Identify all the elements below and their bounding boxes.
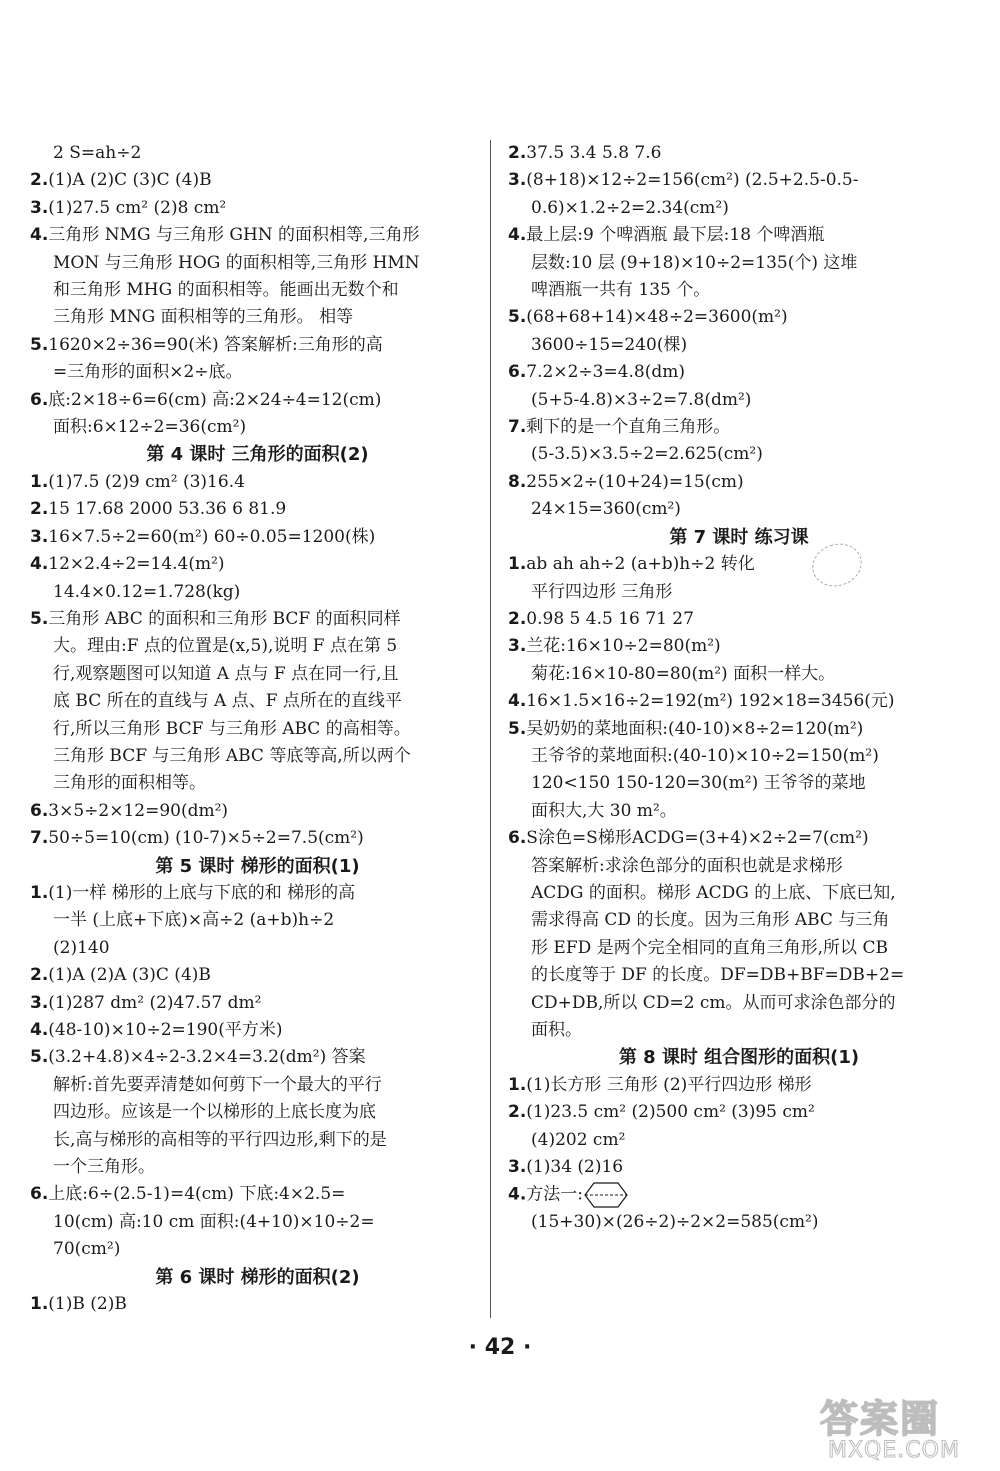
answer-text: 吴奶奶的菜地面积:(40-10)×8÷2=120(m²)	[526, 718, 864, 739]
answer-text: 大。理由:F 点的位置是(x,5),说明 F 点在第 5	[53, 636, 398, 657]
answer-text: 菊花:16×10-80=80(m²) 面积一样大。	[531, 663, 836, 684]
answer-text: 14.4×0.12=1.728(kg)	[53, 581, 241, 602]
answer-line	[30, 1209, 485, 1236]
question-number: 7.	[508, 417, 527, 438]
answer-text: 37.5 3.4 5.8 7.6	[526, 143, 662, 163]
answer-text: (1)A (2)C (3)C (4)B	[48, 170, 212, 191]
answer-text: (5-3.5)×3.5÷2=2.625(cm²)	[531, 444, 763, 465]
answer-text: =三角形的面积×2÷底。	[53, 362, 243, 383]
answer-text: 7.2×2÷3=4.8(dm)	[526, 362, 685, 383]
answer-line	[508, 770, 970, 797]
question-number: 3.	[30, 992, 49, 1013]
answer-line	[508, 962, 970, 989]
answer-text: MON 与三角形 HOG 的面积相等,三角形 HMN	[53, 252, 420, 273]
answer-text: 长,高与梯形的高相等的平行四边形,剩下的是	[53, 1129, 387, 1150]
answer-text: 四边形。应该是一个以梯形的上底长度为底	[53, 1102, 376, 1123]
question-number: 2.	[30, 499, 49, 520]
answer-text: (2)140	[53, 937, 110, 958]
question-number: 4.	[508, 225, 527, 246]
answer-text: (1)一样 梯形的上底与下底的和 梯形的高	[48, 882, 356, 903]
answer-line	[30, 414, 485, 441]
watermark-logo	[820, 1388, 990, 1468]
answer-line	[30, 469, 485, 496]
answer-text: 上底:6÷(2.5-1)=4(cm) 下底:4×2.5=	[48, 1184, 346, 1205]
answer-line	[508, 140, 970, 167]
answer-text: (1)34 (2)16	[526, 1157, 624, 1178]
answer-text: 三角形 ABC 的面积和三角形 BCF 的面积同样	[48, 608, 401, 629]
answer-text: 啤酒瓶一共有 135 个。	[531, 280, 711, 301]
answer-text: 底:2×18÷6=6(cm) 高:2×24÷4=12(cm)	[48, 389, 382, 410]
answer-line	[30, 661, 485, 688]
question-number: 3.	[508, 636, 527, 657]
answer-line	[508, 1099, 970, 1126]
answer-line	[30, 167, 485, 194]
answer-line	[508, 798, 970, 825]
answer-line	[508, 441, 970, 468]
answer-text: (68+68+14)×48÷2=3600(m²)	[526, 307, 788, 328]
answer-text: (5+5-4.8)×3÷2=7.8(dm²)	[531, 389, 752, 410]
answer-text: 15 17.68 2000 53.36 6 81.9	[48, 499, 287, 520]
watermark-text: 答案圈	[820, 1397, 941, 1441]
answer-line	[30, 935, 485, 962]
answer-line	[30, 304, 485, 331]
answer-line	[508, 304, 970, 331]
answer-text: (4)202 cm²	[531, 1129, 626, 1150]
answer-text: 和三角形 MHG 的面积相等。能画出无数个和	[53, 280, 399, 301]
answer-text: 三角形 NMG 与三角形 GHN 的面积相等,三角形	[48, 225, 420, 246]
answer-text: 2 S=ah÷2	[53, 143, 142, 163]
answer-line	[30, 1072, 485, 1099]
answer-line	[508, 195, 970, 222]
question-number: 2.	[30, 965, 49, 986]
answer-line	[30, 332, 485, 359]
question-number: 5.	[30, 1047, 49, 1068]
question-number: 1.	[30, 471, 49, 492]
answer-text: CD+DB,所以 CD=2 cm。从而可求涂色部分的	[531, 992, 896, 1013]
answer-line	[508, 1127, 970, 1154]
answer-line	[508, 579, 970, 606]
answer-line	[508, 935, 970, 962]
question-number: 6.	[508, 828, 527, 849]
question-number: 6.	[30, 1184, 49, 1205]
question-number: 4.	[30, 225, 49, 246]
question-number: 2.	[508, 143, 527, 163]
answer-line	[30, 798, 485, 825]
answer-text: S涂色=S梯形ACDG=(3+4)×2÷2=7(cm²)	[526, 828, 869, 849]
question-number: 5.	[30, 334, 49, 355]
question-number: 7.	[30, 828, 49, 849]
answer-text: 120<150 150-120=30(m²) 王爷爷的菜地	[531, 773, 866, 794]
answer-line	[30, 140, 485, 167]
answer-line	[30, 606, 485, 633]
answer-line	[508, 853, 970, 880]
answer-text: 255×2÷(10+24)=15(cm)	[526, 471, 744, 492]
question-number: 1.	[30, 1294, 49, 1315]
answer-line	[30, 250, 485, 277]
answer-text: 三角形 BCF 与三角形 ABC 等底等高,所以两个	[53, 745, 411, 766]
answer-line	[30, 990, 485, 1017]
question-number: 5.	[508, 718, 527, 739]
watermark-url: MXQE.COM	[828, 1438, 960, 1463]
answer-line	[508, 743, 970, 770]
section-heading: 第 5 课时 梯形的面积(1)	[155, 855, 360, 877]
answer-text: 行,所以三角形 BCF 与三角形 ABC 的高相等。	[53, 718, 411, 739]
answer-line	[30, 770, 485, 797]
answer-line	[30, 1291, 485, 1318]
question-number: 2.	[508, 1102, 527, 1123]
answer-line	[30, 387, 485, 414]
answer-line	[508, 825, 970, 852]
answer-line	[508, 907, 970, 934]
answer-line	[30, 1154, 485, 1181]
answer-text: (3.2+4.8)×4÷2-3.2×4=3.2(dm²) 答案	[48, 1047, 366, 1068]
answer-line	[508, 1209, 970, 1236]
answer-line	[30, 1236, 485, 1263]
answer-line	[30, 633, 485, 660]
answer-text: 3600÷15=240(棵)	[531, 334, 688, 355]
section-heading: 第 8 课时 组合图形的面积(1)	[618, 1047, 860, 1069]
answer-line	[508, 990, 970, 1017]
answer-line	[30, 277, 485, 304]
answer-text: 的长度等于 DF 的长度。DF=DB+BF=DB+2=	[531, 965, 905, 986]
section-heading: 第 7 课时 练习课	[669, 526, 809, 548]
answer-line	[30, 716, 485, 743]
answer-line	[30, 496, 485, 523]
answer-text: 一个三角形。	[53, 1157, 155, 1178]
answer-text: 70(cm²)	[53, 1239, 121, 1260]
answer-line	[30, 880, 485, 907]
answer-text: 平行四边形 三角形	[531, 581, 673, 602]
answer-line	[508, 661, 970, 688]
question-number: 4.	[30, 1020, 49, 1040]
answer-line	[30, 1181, 485, 1208]
question-number: 6.	[30, 800, 49, 821]
answer-text: 12×2.4÷2=14.4(m²)	[48, 554, 225, 575]
column-divider	[490, 140, 491, 1318]
answer-text: 3×5÷2×12=90(dm²)	[48, 800, 229, 821]
answer-line	[508, 332, 970, 359]
answer-line	[30, 962, 485, 989]
answer-text: (1)7.5 (2)9 cm² (3)16.4	[48, 471, 245, 492]
question-number: 1.	[30, 882, 49, 903]
question-number: 6.	[508, 362, 527, 383]
question-number: 8.	[508, 471, 527, 492]
answer-text: 24×15=360(cm²)	[531, 499, 681, 520]
answer-line	[30, 743, 485, 770]
section-heading: 第 6 课时 梯形的面积(2)	[155, 1266, 360, 1288]
question-number: 3.	[508, 170, 527, 191]
question-number: 6.	[30, 389, 49, 410]
question-number: 5.	[30, 608, 49, 629]
answer-line	[30, 825, 485, 852]
answer-line	[30, 1017, 485, 1044]
answer-line	[508, 1154, 970, 1181]
answer-text: 面积。	[531, 1020, 582, 1040]
answer-line	[30, 579, 485, 606]
answer-text: 方法一:	[526, 1184, 584, 1205]
answer-line	[508, 277, 970, 304]
hexagon-figure	[583, 1181, 629, 1209]
answer-line	[508, 1017, 970, 1044]
answer-text: (1)A (2)A (3)C (4)B	[48, 965, 211, 986]
answer-text: 一半 (上底+下底)×高÷2 (a+b)h÷2	[53, 910, 335, 931]
answer-text: 1620×2÷36=90(米) 答案解析:三角形的高	[48, 334, 383, 355]
answer-line	[30, 1099, 485, 1126]
question-number: 2.	[30, 170, 49, 191]
answer-text: 面积:6×12÷2=36(cm²)	[53, 417, 247, 438]
answer-line	[30, 1044, 485, 1071]
question-number: 4.	[508, 1184, 527, 1205]
answer-line	[508, 551, 970, 578]
answer-line	[508, 606, 970, 633]
answer-text: (8+18)×12÷2=156(cm²) (2.5+2.5-0.5-	[526, 170, 859, 191]
answer-text: 需求得高 CD 的长度。因为三角形 ABC 与三角	[531, 910, 890, 931]
left-column	[30, 140, 485, 1318]
answer-text: (1)27.5 cm² (2)8 cm²	[48, 197, 227, 218]
answer-text: 兰花:16×10÷2=80(m²)	[526, 636, 721, 657]
answer-line	[508, 359, 970, 386]
answer-text: 行,观察题图可以知道 A 点与 F 点在同一行,且	[53, 663, 399, 684]
answer-line	[508, 167, 970, 194]
answer-text: (15+30)×(26÷2)÷2×2=585(cm²)	[531, 1212, 819, 1233]
question-number: 5.	[508, 307, 527, 328]
question-number: 4.	[508, 691, 527, 712]
answer-text: (1)23.5 cm² (2)500 cm² (3)95 cm²	[526, 1102, 815, 1123]
answer-line	[508, 469, 970, 496]
question-number: 3.	[30, 197, 49, 218]
answer-line	[508, 716, 970, 743]
page-number: · 42 ·	[468, 1335, 532, 1360]
answer-line	[30, 524, 485, 551]
answer-text: 16×1.5×16÷2=192(m²) 192×18=3456(元)	[526, 691, 895, 712]
answer-text: (48-10)×10÷2=190(平方米)	[48, 1020, 283, 1040]
answer-text: 0.98 5 4.5 16 71 27	[526, 608, 694, 629]
answer-line	[508, 880, 970, 907]
answer-line	[30, 222, 485, 249]
answer-text: 底 BC 所在的直线与 A 点、F 点所在的直线平	[53, 691, 402, 712]
answer-line	[508, 688, 970, 715]
answer-text: 16×7.5÷2=60(m²) 60÷0.05=1200(株)	[48, 526, 376, 547]
answer-text: 最上层:9 个啤酒瓶 最下层:18 个啤酒瓶	[526, 225, 825, 246]
answer-text: (1)B (2)B	[48, 1294, 127, 1315]
answer-line	[30, 907, 485, 934]
answer-line	[508, 496, 970, 523]
question-number: 1.	[508, 1074, 527, 1095]
answer-line	[508, 1072, 970, 1099]
answer-line	[30, 551, 485, 578]
answer-line	[508, 414, 970, 441]
answer-text: 剩下的是一个直角三角形。	[526, 417, 731, 438]
answer-text: ab ah ah÷2 (a+b)h÷2 转化	[526, 554, 755, 575]
answer-line	[508, 1181, 970, 1209]
answer-line	[508, 633, 970, 660]
question-number: 2.	[508, 608, 527, 629]
answer-line	[508, 387, 970, 414]
answer-text: ACDG 的面积。梯形 ACDG 的上底、下底已知,	[531, 882, 896, 903]
question-number: 3.	[508, 1157, 527, 1178]
question-number: 4.	[30, 554, 49, 575]
answer-line	[30, 1127, 485, 1154]
answer-line	[30, 195, 485, 222]
answer-text: 10(cm) 高:10 cm 面积:(4+10)×10÷2=	[53, 1211, 375, 1232]
answer-line	[30, 359, 485, 386]
answer-text: 0.6)×1.2÷2=2.34(cm²)	[531, 197, 729, 218]
answer-text: 三角形 MNG 面积相等的三角形。 相等	[53, 307, 354, 328]
answer-text: 答案解析:求涂色部分的面积也就是求梯形	[531, 855, 843, 876]
answer-text: 三角形的面积相等。	[53, 773, 206, 794]
answer-text: 王爷爷的菜地面积:(40-10)×10÷2=150(m²)	[531, 745, 879, 766]
section-heading: 第 4 课时 三角形的面积(2)	[146, 444, 369, 466]
answer-text: (1)长方形 三角形 (2)平行四边形 梯形	[526, 1074, 812, 1095]
question-number: 3.	[30, 526, 49, 547]
right-column	[508, 140, 970, 1237]
answer-line	[30, 688, 485, 715]
answer-text: 层数:10 层 (9+18)×10÷2=135(个) 这堆	[531, 252, 858, 273]
answer-text: 面积大,大 30 m²。	[531, 800, 677, 821]
answer-text: 解析:首先要弄清楚如何剪下一个最大的平行	[53, 1074, 382, 1095]
question-number: 1.	[508, 554, 527, 575]
answer-text: 形 EFD 是两个完全相同的直角三角形,所以 CB	[531, 937, 888, 958]
answer-text: 50÷5=10(cm) (10-7)×5÷2=7.5(cm²)	[48, 828, 364, 849]
answer-line	[508, 250, 970, 277]
answer-text: (1)287 dm² (2)47.57 dm²	[48, 992, 262, 1013]
answer-line	[508, 222, 970, 249]
